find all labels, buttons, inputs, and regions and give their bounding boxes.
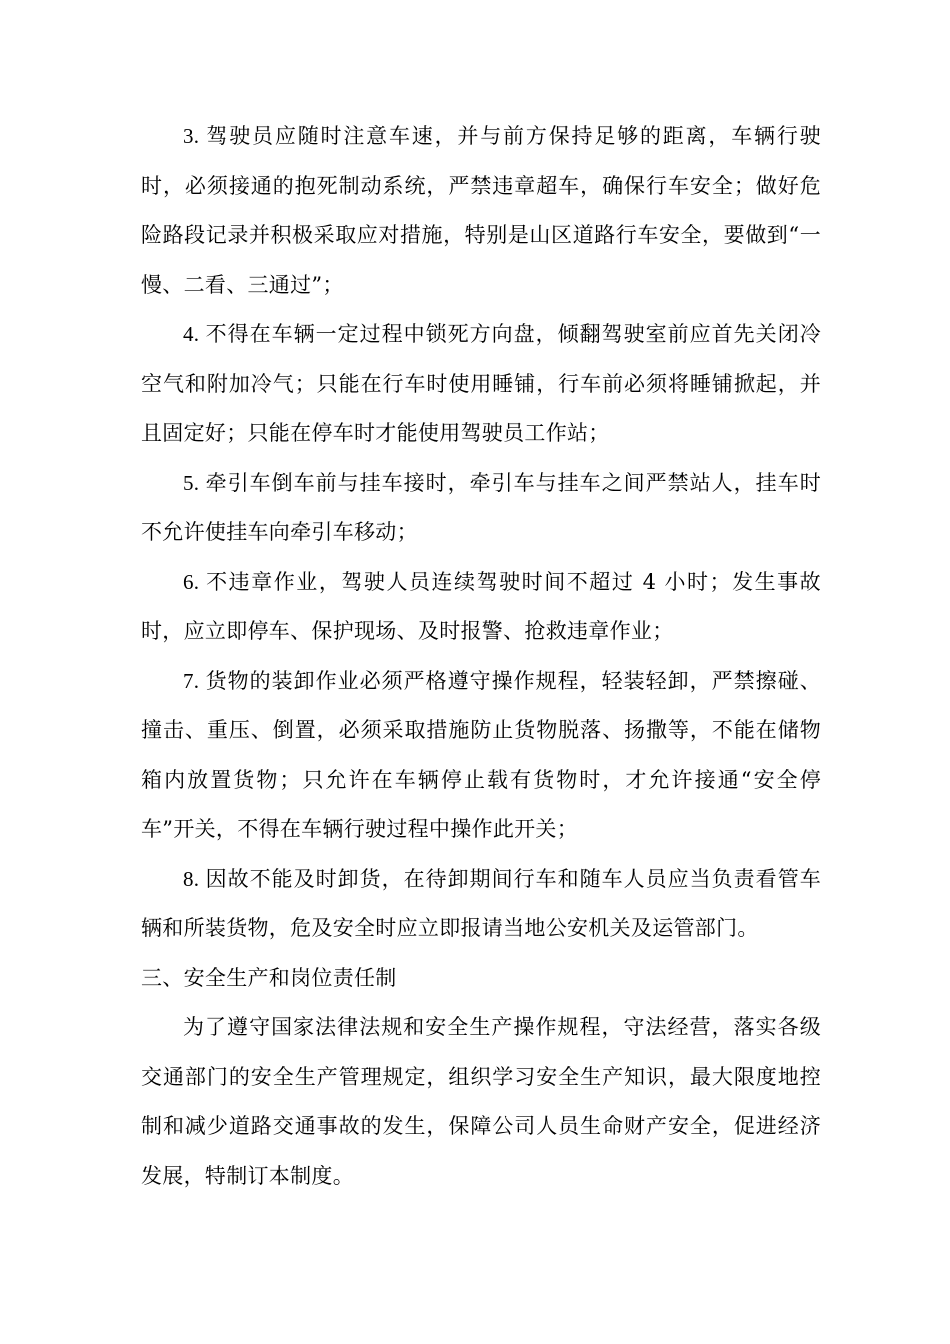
paragraph-item-5	[141, 459, 821, 558]
item-number: 5.	[183, 470, 206, 495]
paragraph-item-8	[141, 855, 821, 954]
item-number: 3.	[183, 124, 207, 148]
section-heading: 三、安全生产和岗位责任制	[141, 965, 397, 990]
item-number: 7.	[183, 668, 206, 693]
paragraph-item-4	[141, 310, 821, 459]
paragraph-item-6	[141, 558, 821, 657]
document-body	[141, 112, 821, 1201]
section-body-paragraph: 为了遵守国家法律法规和安全生产操作规程，守法经营，落实各级交通部门的安全生产管理规定，组织学习安全生产知识，最大限度地控制和减少道路交通事故的发生，保障公司人员生命财产安全，促进经济发展，特制订本制度。	[141, 1015, 821, 1188]
paragraph-text: 不违章作业，驾驶人员连续驾驶时间不超过 4 小时；发生事故时，应立即停车、保护现场、及时报警、抢救违章作业；	[141, 569, 821, 643]
paragraph-text: 驾驶员应随时注意车速，并与前方保持足够的距离，车辆行驶时，必须接通的抱死制动系统，严禁违章超车，确保行车安全；做好危险路段记录并积极采取应对措施，特别是山区道路行车安全，要做到“一慢、二看、三通过”；	[141, 124, 821, 297]
paragraph-text: 货物的装卸作业必须严格遵守操作规程，轻装轻卸，严禁擦碰、撞击、重压、倒置，必须采取措施防止货物脱落、扬撒等，不能在储物箱内放置货物；只允许在车辆停止载有货物时，才允许接通“安全停车”开关，不得在车辆行驶过程中操作此开关；	[141, 668, 821, 841]
paragraph-text: 牵引车倒车前与挂车接时，牵引车与挂车之间严禁站人，挂车时不允许使挂车向牵引车移动；	[141, 470, 821, 544]
paragraph-text: 因故不能及时卸货，在待卸期间行车和随车人员应当负责看管车辆和所装货物，危及安全时应立即报请当地公安机关及运管部门。	[141, 866, 821, 940]
item-number: 4.	[183, 322, 206, 346]
paragraph-text: 不得在车辆一定过程中锁死方向盘，倾翻驾驶室前应首先关闭冷空气和附加冷气；只能在行车时使用睡铺，行车前必须将睡铺掀起，并且固定好；只能在停车时才能使用驾驶员工作站；	[141, 322, 821, 445]
item-number: 6.	[183, 569, 207, 594]
paragraph-item-7	[141, 657, 821, 855]
paragraph-item-3	[141, 112, 821, 310]
item-number: 8.	[183, 866, 206, 891]
